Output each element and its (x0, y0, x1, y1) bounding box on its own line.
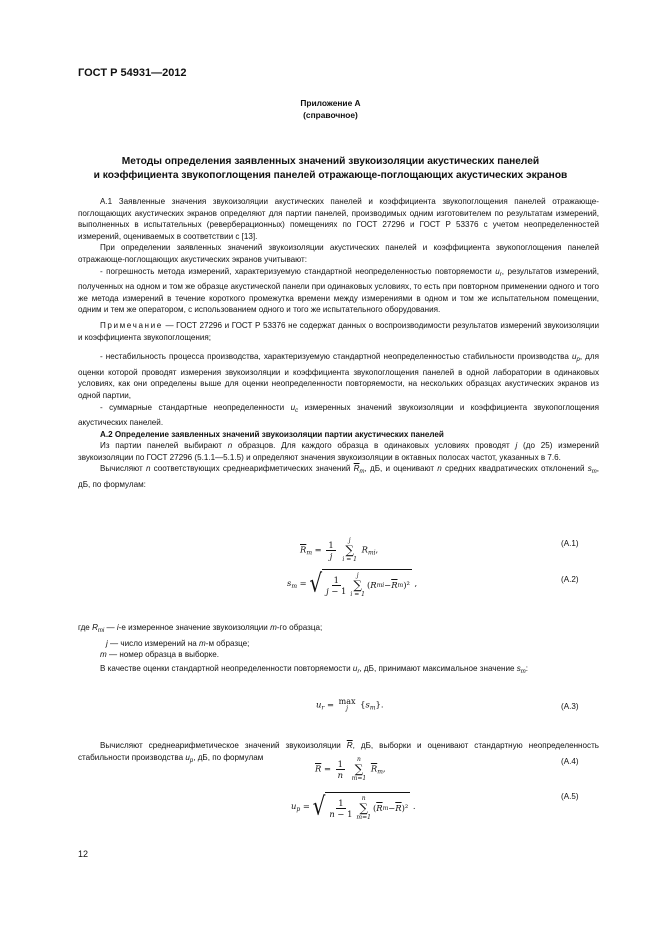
equation-a2: $s_m$ = √ $\frac{1}{j - 1}$ j ∑ i = 1 ( R mi − $\overline{R}$ m )² , (287, 567, 418, 598)
equation-a5: $u_p$ = √ $\frac{1}{n - 1}$ n ∑ m=1 ( $\overline{R}$ m − $\overline{R}$ )² . (291, 790, 416, 821)
appendix-subtitle: (справочное) (303, 110, 358, 120)
paragraph-method-error: - погрешность метода измерений, характеризуемую стандартной неопределенностью повторяемости $u_r$, результатов измерений, полученных на одном и том же образце акустической панели при одинаковых условиях, то есть при повторном применении одного и того же метода измерений в течение короткого промежутка времени между измерениями в одном и том же испытательном помещении, одним и тем же оператором, с использованием одного и того же испытательного оборудования. (78, 266, 599, 315)
section-title: Методы определения заявленных значений звукоизоляции акустических панелей и коэффициента звукопоглощения панелей отражающе-поглощающих акустических экранов (93, 156, 568, 181)
document-header: ГОСТ Р 54931—2012 (78, 67, 187, 79)
equation-number-a5: (А.5) (561, 792, 579, 801)
where-line-3: m — номер образца в выборке. (100, 650, 219, 660)
equation-a1: $\overline{R}_m$ = $\frac{1}{j}$ j ∑ i = 1 $R_{mi}$, (300, 537, 379, 563)
paragraph-a1: А.1 Заявленные значения звукоизоляции акустических панелей и коэффициента звукопоглощения панелей отражающе-поглощающих акустических экранов определяют для партии панелей, производимых одним изготовителем по результатам измерений, выполненных в испытательных (реверберационных) помещениях по ГОСТ 27296 и ГОСТ Р 53376 с учетом неопределенностей измерений, оцениваемых в соответствии с [13]. (78, 197, 599, 241)
body-text-block-1 (78, 196, 599, 491)
paragraph-intro: При определении заявленных значений звукоизоляции акустических панелей и коэффициента звукопоглощения панелей отражающе-поглощающих акустических экранов учитывают: (78, 243, 599, 264)
equation-number-a2: (А.2) (561, 575, 579, 584)
where-line-2: j — число измерений на m-м образце; (106, 638, 250, 648)
appendix-title: Приложение А (300, 98, 361, 108)
equation-a3: $u_r$ = max j $\{s_m\}$. (316, 697, 384, 712)
equation-number-a3: (А.3) (561, 702, 579, 711)
equation-number-a1: (А.1) (561, 539, 579, 548)
paragraph-repeatability: В качестве оценки стандартной неопределенности повторяемости $u_r$, дБ, принимают максимальное значение $s_m$: (100, 663, 529, 675)
body-text-block-2 (78, 622, 599, 678)
paragraph-compute: Вычисляют n соответствующих среднеарифметических значений $\overline{R}_m$, дБ, и оценивают n средних квадратических отклонений $s_m$, дБ, по формулам: (78, 464, 599, 490)
paragraph-sampling: Из партии панелей выбирают n образцов. Для каждого образца в одинаковых условиях проводят j (до 25) измерений звукоизоляции по ГОСТ 27296 (5.1.1—5.1.5) и определяют значения звукоизоляции в октавных полосах частот, указанных в 7.6. (78, 441, 599, 462)
equation-a4: $\overline{R}$ = $\frac{1}{n}$ n ∑ m=1 $\overline{R}_m$, (315, 756, 386, 782)
note: Примечание — ГОСТ 27296 и ГОСТ Р 53376 не содержат данных о воспроизводимости результатов измерений звукоизоляции и коэффициента звукопоглощения; (78, 320, 599, 342)
equation-number-a4: (А.4) (561, 757, 579, 766)
where-line-1: где $R_{mi}$ — i-е измеренное значение звукоизоляции m-го образца; (78, 623, 323, 634)
paragraph-production-estimate: Вычисляют среднеарифметическое значений звукоизоляции $\overline{R}$, дБ, выборки и оценивают стандартную неопределенность стабильности производства $u_p$, дБ, по формулам (78, 741, 599, 764)
page-number: 12 (78, 849, 89, 859)
paragraph-combined: - суммарные стандартные неопределенности $u_c$ измеренных значений звукоизоляции и коэффициента звукопоглощения акустических панелей. (78, 402, 599, 428)
paragraph-production: - нестабильность процесса производства, характеризуемую стандартной неопределенностью стабильности производства $u_p$, для оценки которой проводят измерения звукоизоляции и коэффициента звукопоглощения панелей в одной лаборатории в одинаковых условиях, как они определены выше для оценки неопределенности повторяемости, на нескольких образцах акустических экранов из одной партии, (78, 352, 599, 400)
subsection-a2-heading: А.2 Определение заявленных значений звукоизоляции партии акустических панелей (100, 429, 444, 439)
